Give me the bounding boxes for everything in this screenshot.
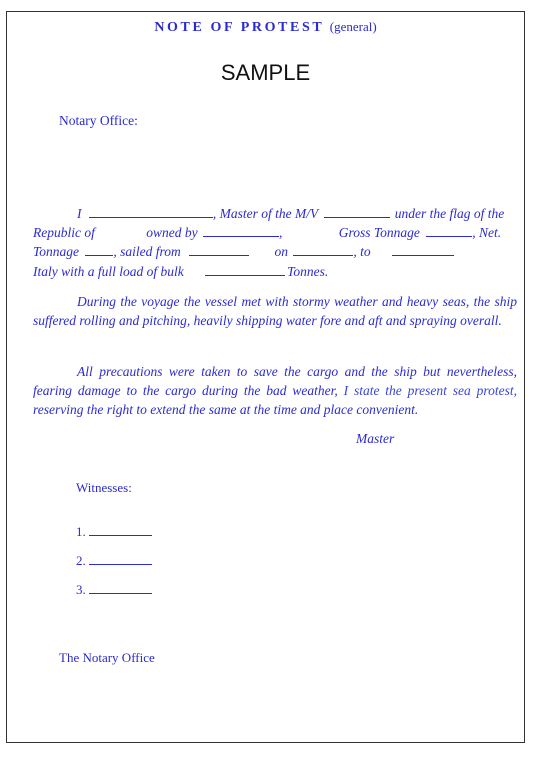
- text-tonnage: Tonnage: [33, 244, 80, 260]
- text-gross-tonnage: Gross Tonnage: [338, 225, 420, 241]
- text-to: , to: [353, 244, 371, 260]
- text-i: I: [77, 206, 82, 221]
- sample-label: SAMPLE: [220, 60, 311, 85]
- document-title: [7, 19, 524, 36]
- text-republic-of: Republic of: [33, 225, 95, 241]
- master-signature-label: Master: [356, 431, 395, 446]
- title-main: NOTE OF PROTEST: [154, 20, 325, 35]
- destination-blank: [392, 245, 454, 256]
- gross-tonnage-blank: [426, 226, 472, 237]
- text-comma: ,: [278, 225, 283, 241]
- tonnes-blank: [205, 265, 285, 276]
- witnesses-label: Witnesses:: [76, 480, 132, 495]
- text-tonnes: Tonnes.: [287, 263, 329, 279]
- vessel-name-blank: [324, 207, 390, 218]
- departure-port-blank: [189, 245, 249, 256]
- title-qualifier: (general): [329, 19, 377, 34]
- protest-text-b: I state the present sea protest,: [343, 383, 517, 399]
- owner-blank: [203, 226, 279, 237]
- para1-line2: [33, 223, 517, 242]
- witness-line-2: [76, 553, 152, 569]
- witness-line-3: [76, 582, 152, 598]
- paragraph-master-details: [33, 204, 517, 281]
- text-net: , Net.: [472, 225, 502, 241]
- paragraph-voyage: During the voyage the vessel met with stormy weather and heavy seas, the ship suffered rolling and pitching, heavily shipping water fore and aft and spraying overall.: [33, 294, 517, 329]
- witness-line-1: [76, 524, 152, 540]
- notary-office-footer: The Notary Office: [59, 650, 155, 665]
- notary-office-label: Notary Office:: [59, 113, 138, 128]
- date-blank: [293, 245, 353, 256]
- text-full-load: Italy with a full load of bulk: [33, 263, 184, 279]
- text-master-of-mv: , Master of the M/V: [212, 206, 318, 221]
- para1-line4: [33, 262, 517, 281]
- paragraph-protest: [33, 362, 517, 420]
- para1-line3: [33, 242, 517, 261]
- net-tonnage-blank: [85, 245, 113, 256]
- text-on: on: [274, 244, 289, 260]
- text-under-flag: under the flag of the: [394, 206, 505, 221]
- witness-number: 3.: [76, 582, 86, 597]
- para1-line1: [33, 204, 517, 223]
- witness-blank: [89, 525, 152, 536]
- witness-number: 2.: [76, 553, 86, 568]
- witness-number: 1.: [76, 524, 86, 539]
- protest-text-a: All precautions were taken to save the cargo and the ship but nevertheless, fearing damage to the cargo during the bad weather,: [33, 364, 517, 399]
- master-name-blank: [89, 207, 213, 218]
- witness-blank: [89, 583, 152, 594]
- document-page: [6, 11, 525, 743]
- text-sailed-from: , sailed from: [113, 244, 181, 260]
- witness-blank: [89, 554, 152, 565]
- text-owned-by: owned by: [146, 225, 198, 241]
- protest-text-c: reserving the right to extend the same at the time and place convenient.: [33, 402, 419, 418]
